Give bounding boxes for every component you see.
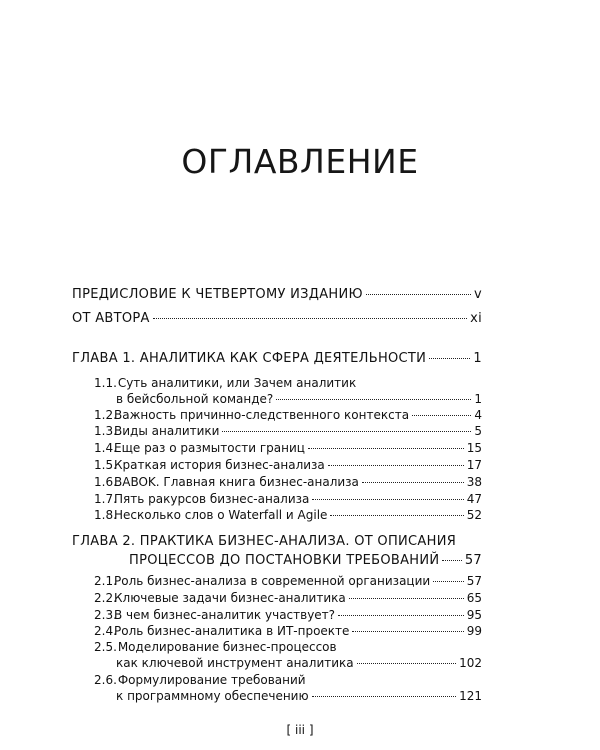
toc-entry-number: 1.1. xyxy=(94,376,117,390)
dot-leader xyxy=(357,663,456,664)
page-title: ОГЛАВЛЕНИЕ xyxy=(181,142,419,181)
toc-entry-page: 102 xyxy=(459,656,482,670)
dot-leader xyxy=(330,515,463,516)
toc-chapter-label: ГЛАВА 2. ПРАКТИКА БИЗНЕС-АНАЛИЗА. ОТ ОПИСАНИЯ xyxy=(72,534,457,549)
toc-entry-2-1[interactable] xyxy=(94,574,482,588)
toc-chapter-label: ГЛАВА 1. АНАЛИТИКА КАК СФЕРА ДЕЯТЕЛЬНОСТИ xyxy=(72,351,427,366)
dot-leader xyxy=(308,448,464,449)
toc-entry-page: 57 xyxy=(466,574,482,588)
toc-entry-page: 17 xyxy=(466,458,482,472)
toc-entry-2-2[interactable] xyxy=(94,591,482,605)
toc-entry-label: Пять ракурсов бизнес-анализа xyxy=(114,492,310,506)
dot-leader xyxy=(433,581,464,582)
toc-entry-label-cont: в бейсбольной команде? xyxy=(116,392,274,406)
toc-entry-page: 47 xyxy=(466,492,482,506)
toc-entry-page: 1 xyxy=(473,351,482,366)
toc-entry-label: Моделирование бизнес-процессов xyxy=(117,640,337,654)
toc-entry-label: Ключевые задачи бизнес-аналитика xyxy=(114,591,346,605)
toc-entry-number: 1.4. xyxy=(94,441,117,455)
toc-entry-number: 1.2. xyxy=(94,408,117,422)
dot-leader xyxy=(328,465,464,466)
dot-leader xyxy=(442,560,461,561)
toc-entry-number: 1.6. xyxy=(94,475,117,489)
toc-entry-number: 1.3. xyxy=(94,424,117,438)
dot-leader xyxy=(352,631,463,632)
dot-leader xyxy=(362,482,464,483)
toc-entry-1-1-first-line[interactable] xyxy=(94,376,356,390)
toc-entry-2-5-first-line[interactable] xyxy=(94,640,337,654)
toc-entry-1-7[interactable] xyxy=(94,492,482,506)
toc-entry-1-8[interactable] xyxy=(94,508,482,522)
toc-entry-number: 2.5. xyxy=(94,640,117,654)
toc-chapter-1[interactable] xyxy=(72,351,482,366)
toc-entry-label: Еще раз о размытости границ xyxy=(114,441,305,455)
toc-entry-label: Краткая история бизнес-анализа xyxy=(114,458,325,472)
dot-leader xyxy=(366,294,471,295)
toc-entry-1-4[interactable] xyxy=(94,441,482,455)
toc-entry-1-2[interactable] xyxy=(94,408,482,422)
toc-entry-number: 2.1. xyxy=(94,574,117,588)
toc-entry-number: 2.2. xyxy=(94,591,117,605)
toc-entry-label: Важность причинно-следственного контекста xyxy=(114,408,410,422)
toc-entry-label-cont: к программному обеспечению xyxy=(116,689,309,703)
toc-entry-2-3[interactable] xyxy=(94,608,482,622)
dot-leader xyxy=(338,615,464,616)
toc-entry-page: 1 xyxy=(474,392,482,406)
toc-entry-label: Формулирование требований xyxy=(117,673,306,687)
toc-entry-label: В чем бизнес-аналитик участвует? xyxy=(114,608,336,622)
toc-entry-label: Виды аналитики xyxy=(114,424,220,438)
toc-entry-page: 4 xyxy=(474,408,482,422)
page-number-footer: [ iii ] xyxy=(286,723,314,737)
toc-entry-label: ПРЕДИСЛОВИЕ К ЧЕТВЕРТОМУ ИЗДАНИЮ xyxy=(72,287,363,302)
toc-entry-page: 52 xyxy=(466,508,482,522)
toc-entry-label-cont: как ключевой инструмент аналитика xyxy=(116,656,354,670)
toc-entry-1-1[interactable] xyxy=(116,392,482,406)
toc-entry-2-4[interactable] xyxy=(94,624,482,638)
toc-entry-page: 95 xyxy=(466,608,482,622)
toc-entry-page: 57 xyxy=(464,553,482,568)
toc-entry-page: 5 xyxy=(474,424,482,438)
toc-entry-label: Роль бизнес-анализа в современной организации xyxy=(114,574,431,588)
dot-leader xyxy=(412,415,471,416)
toc-entry-page: 15 xyxy=(466,441,482,455)
toc-entry-1-3[interactable] xyxy=(94,424,482,438)
toc-entry-number: 2.4. xyxy=(94,624,117,638)
toc-entry-number: 1.5. xyxy=(94,458,117,472)
toc-entry-2-6-first-line[interactable] xyxy=(94,673,306,687)
toc-entry-number: 1.7. xyxy=(94,492,117,506)
toc-entry-number: 2.6. xyxy=(94,673,117,687)
toc-entry-2-5[interactable] xyxy=(116,656,482,670)
toc-entry-author[interactable] xyxy=(72,311,482,326)
dot-leader xyxy=(312,499,463,500)
dot-leader xyxy=(312,696,457,697)
toc-entry-1-5[interactable] xyxy=(94,458,482,472)
toc-entry-page: 99 xyxy=(466,624,482,638)
toc-entry-preface[interactable] xyxy=(72,287,482,302)
toc-entry-2-6[interactable] xyxy=(116,689,482,703)
toc-entry-page: 65 xyxy=(466,591,482,605)
dot-leader xyxy=(222,431,471,432)
toc-chapter-2-first-line[interactable] xyxy=(72,534,456,549)
toc-entry-label: ОТ АВТОРА xyxy=(72,311,150,326)
dot-leader xyxy=(276,399,471,400)
dot-leader xyxy=(429,358,470,359)
toc-entry-1-6[interactable] xyxy=(94,475,482,489)
toc-entry-label: BABOK. Главная книга бизнес-анализа xyxy=(114,475,359,489)
toc-entry-page: 121 xyxy=(459,689,482,703)
toc-entry-label: Роль бизнес-аналитика в ИТ-проекте xyxy=(114,624,350,638)
toc-chapter-label-cont: ПРОЦЕССОВ ДО ПОСТАНОВКИ ТРЕБОВАНИЙ xyxy=(129,553,440,568)
toc-entry-label: Суть аналитики, или Зачем аналитик xyxy=(117,376,357,390)
toc-entry-page: v xyxy=(474,287,482,302)
dot-leader xyxy=(349,598,464,599)
toc-entry-number: 2.3. xyxy=(94,608,117,622)
toc-entry-label: Несколько слов о Waterfall и Agile xyxy=(114,508,328,522)
toc-chapter-2[interactable] xyxy=(129,553,482,568)
toc-entry-page: 38 xyxy=(466,475,482,489)
toc-entry-number: 1.8. xyxy=(94,508,117,522)
toc-entry-page: xi xyxy=(470,311,482,326)
dot-leader xyxy=(153,318,467,319)
